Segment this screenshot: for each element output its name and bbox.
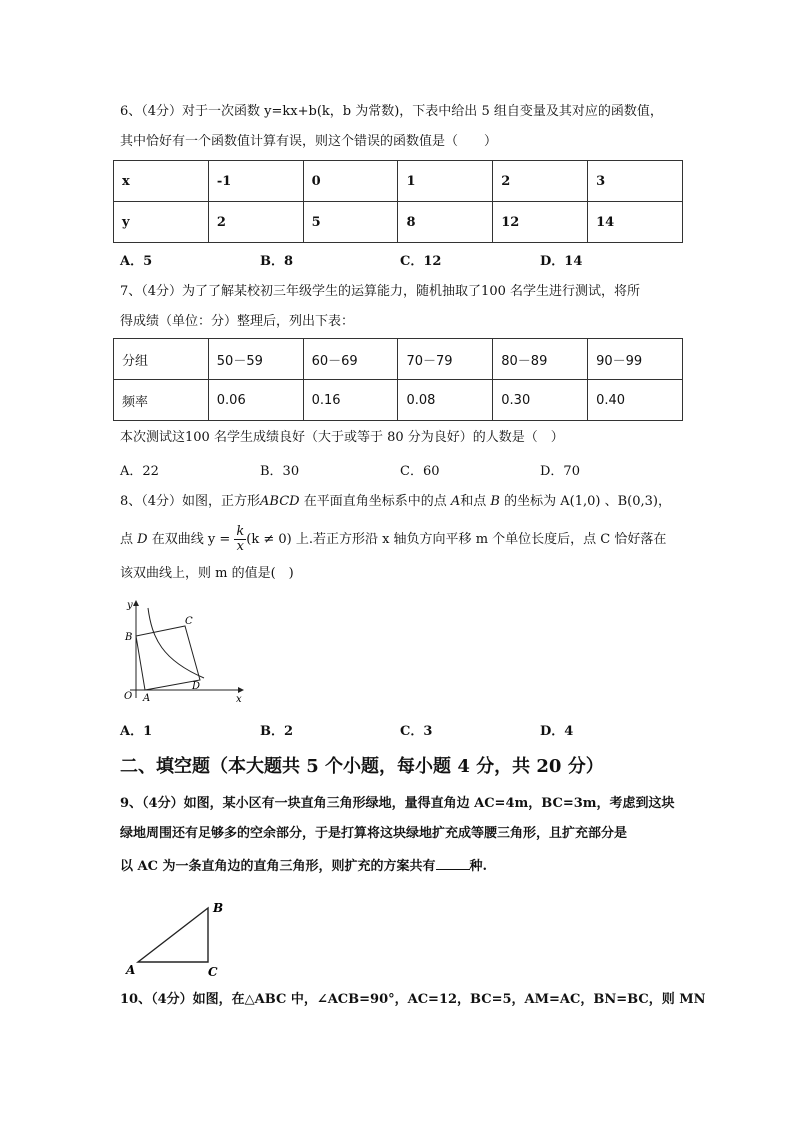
q9-figure [124,900,224,982]
table-row [114,339,683,380]
choice-b[interactable]: B．30 [260,464,300,479]
answer-blank[interactable] [436,855,470,870]
q8-text: 和点 [460,494,491,509]
table-row [114,380,683,421]
q7-table [113,338,683,421]
q10-line1: 10、（4分）如图，在△ABC 中，∠ACB=90°，AC=12，BC=5，AM=AC，BN=BC，则 MN [120,992,706,1007]
q8-math: B [490,494,500,509]
q8-fraction [234,525,246,554]
q9-line3 [120,855,487,877]
q9-line1: 9、（4分）如图，某小区有一块直角三角形绿地，量得直角边 AC=4m，BC=3m，考虑到这块 [120,796,675,811]
table-cell: 0 [303,161,398,202]
table-cell: -1 [208,161,303,202]
choice-d[interactable]: D．70 [540,464,580,479]
q9-text: 以 AC 为一条直角边的直角三角形，则扩充的方案共有 [120,859,436,874]
label-c: C [185,616,193,627]
q8-text: 点 [120,532,138,547]
table-cell: x [114,161,209,202]
q8-line2 [120,522,666,558]
table-cell: 14 [588,202,683,243]
table-cell: 12 [493,202,588,243]
q6-table [113,160,683,243]
table-cell: 0.40 [588,380,683,421]
table-cell: 50－59 [208,339,303,380]
label-d: D [192,681,201,692]
choice-c[interactable]: C．3 [400,724,433,739]
q8-math: ABCD [260,494,300,509]
table-cell: 8 [398,202,493,243]
label-o: O [124,691,133,702]
table-cell: 70－79 [398,339,493,380]
choice-c[interactable]: C．60 [400,464,440,479]
q8-text: 在平面直角坐标系中的点 [299,494,451,509]
choice-a[interactable]: A．5 [120,254,153,269]
q6-line2: 其中恰好有一个函数值计算有误，则这个错误的函数值是（ ） [120,134,498,149]
q8-choices [120,720,680,739]
fraction-denominator: x [236,539,244,554]
x-axis-arrow-icon [238,687,244,693]
choice-b[interactable]: B．2 [260,724,294,739]
square-abcd [136,626,200,690]
q8-line3: 该双曲线上，则 m 的值是( ) [120,566,294,581]
q7-line3: 本次测试这100 名学生成绩良好（大于或等于 80 分为良好）的人数是（ ） [120,430,564,445]
q9-line2: 绿地周围还有足够多的空余部分，于是打算将这块绿地扩充成等腰三角形，且扩充部分是 [120,826,628,841]
table-cell: 60－69 [303,339,398,380]
choice-d[interactable]: D．4 [540,724,574,739]
label-c: C [208,965,218,979]
table-cell: 0.08 [398,380,493,421]
q8-math: A [450,494,461,509]
y-axis-arrow-icon [133,600,139,606]
q8-line1 [120,492,671,512]
q8-text: 8、（4分）如图，正方形 [120,494,261,509]
q6-line1: 6、（4分）对于一次函数 y=kx+b(k，b 为常数)，下表中给出 5 组自变量及其对应的函数值， [120,104,663,119]
q7-line2: 得成绩（单位：分）整理后，列出下表： [120,314,355,329]
q9-text: 种. [469,859,488,874]
q8-text: (k ≠ 0) 上.若正方形沿 x 轴负方向平移 m 个单位长度后，点 C 恰好落在 [246,532,667,547]
hyperbola-curve [148,608,204,678]
label-b: B [125,632,133,643]
choice-b[interactable]: B．8 [260,254,294,269]
label-y: y [127,600,133,611]
q7-choices [120,460,680,479]
table-cell: y [114,202,209,243]
q8-figure [118,598,246,706]
choice-c[interactable]: C．12 [400,254,442,269]
label-a: A [143,693,151,704]
table-cell: 频率 [114,380,209,421]
q8-text: 在双曲线 y = [147,532,231,547]
table-cell: 80－89 [493,339,588,380]
q7-line1: 7、（4分）为了了解某校初三年级学生的运算能力，随机抽取了100 名学生进行测试，将所 [120,284,640,299]
table-cell: 3 [588,161,683,202]
q6-choices [120,250,680,269]
table-row [114,202,683,243]
right-triangle-abc [138,908,208,962]
label-b: B [213,901,224,915]
label-x: x [236,694,242,705]
table-cell: 0.16 [303,380,398,421]
choice-a[interactable]: A．1 [120,724,153,739]
table-cell: 5 [303,202,398,243]
choice-a[interactable]: A．22 [120,464,159,479]
table-cell: 0.06 [208,380,303,421]
choice-d[interactable]: D．14 [540,254,583,269]
table-row [114,161,683,202]
table-cell: 2 [493,161,588,202]
table-cell: 90－99 [588,339,683,380]
table-cell: 分组 [114,339,209,380]
table-cell: 2 [208,202,303,243]
table-cell: 1 [398,161,493,202]
q8-text: 的坐标为 A(1,0) 、B(0,3)， [499,494,671,509]
label-a: A [126,963,136,977]
fraction-numerator: k [236,524,245,539]
q8-math: D [137,532,148,547]
section-title: 二、填空题（本大题共 5 个小题，每小题 4 分，共 20 分） [120,756,604,777]
table-cell: 0.30 [493,380,588,421]
